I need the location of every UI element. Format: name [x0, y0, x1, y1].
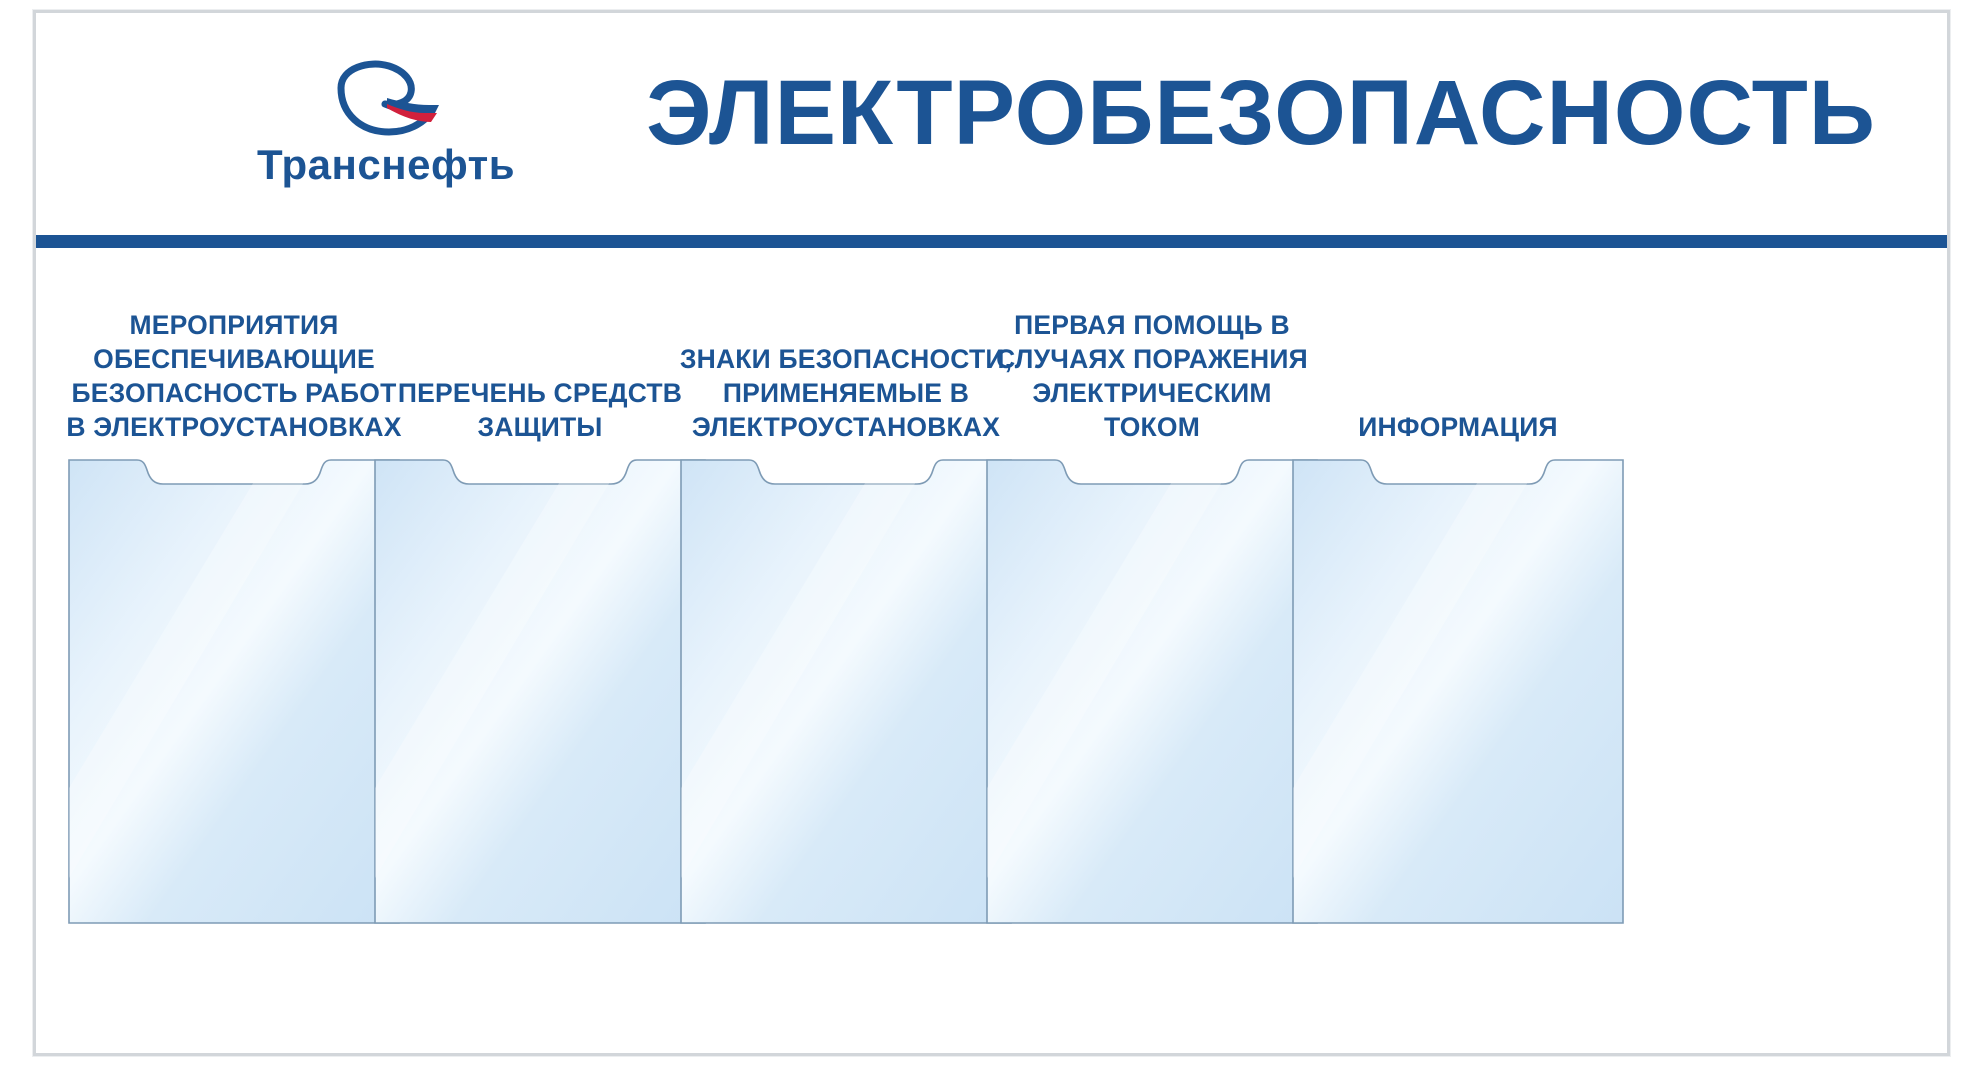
- information-board: [33, 10, 1950, 1056]
- pockets-row: [36, 263, 1947, 1053]
- document-pocket-icon-5[interactable]: [1291, 458, 1625, 925]
- pocket-column-3: [673, 263, 1019, 925]
- header-divider: [36, 235, 1947, 248]
- pocket-label-3: ЗНАКИ БЕЗОПАСНОСТИ, ПРИМЕНЯЕМЫЕ В ЭЛЕКТРОУСТАНОВКАХ: [679, 344, 1013, 443]
- brand-name: Транснефть: [256, 141, 516, 188]
- pocket-label-5: ИНФОРМАЦИЯ: [1358, 412, 1558, 443]
- pocket-column-2: [367, 263, 713, 925]
- pocket-column-5: [1285, 263, 1631, 925]
- document-pocket-icon-3[interactable]: [679, 458, 1013, 925]
- board-header: [36, 13, 1947, 251]
- pocket-label-2: ПЕРЕЧЕНЬ СРЕДСТВ ЗАЩИТЫ: [397, 378, 683, 443]
- pocket-column-1: [61, 263, 407, 925]
- pocket-label-1: МЕРОПРИЯТИЯ ОБЕСПЕЧИВАЮЩИЕ БЕЗОПАСНОСТЬ РАБОТ В ЭЛЕКТРОУСТАНОВКАХ: [66, 310, 402, 443]
- document-pocket-icon-1[interactable]: [67, 458, 401, 925]
- pocket-label-4: ПЕРВАЯ ПОМОЩЬ В СЛУЧАЯХ ПОРАЖЕНИЯ ЭЛЕКТРИЧЕСКИМ ТОКОМ: [996, 310, 1308, 443]
- document-pocket-icon-4[interactable]: [985, 458, 1319, 925]
- page-title: ЭЛЕКТРОБЕЗОПАСНОСТЬ: [646, 62, 1876, 164]
- pocket-column-4: [979, 263, 1325, 925]
- document-pocket-icon-2[interactable]: [373, 458, 707, 925]
- brand-logo: [221, 58, 551, 186]
- transneft-swan-icon: [327, 58, 445, 140]
